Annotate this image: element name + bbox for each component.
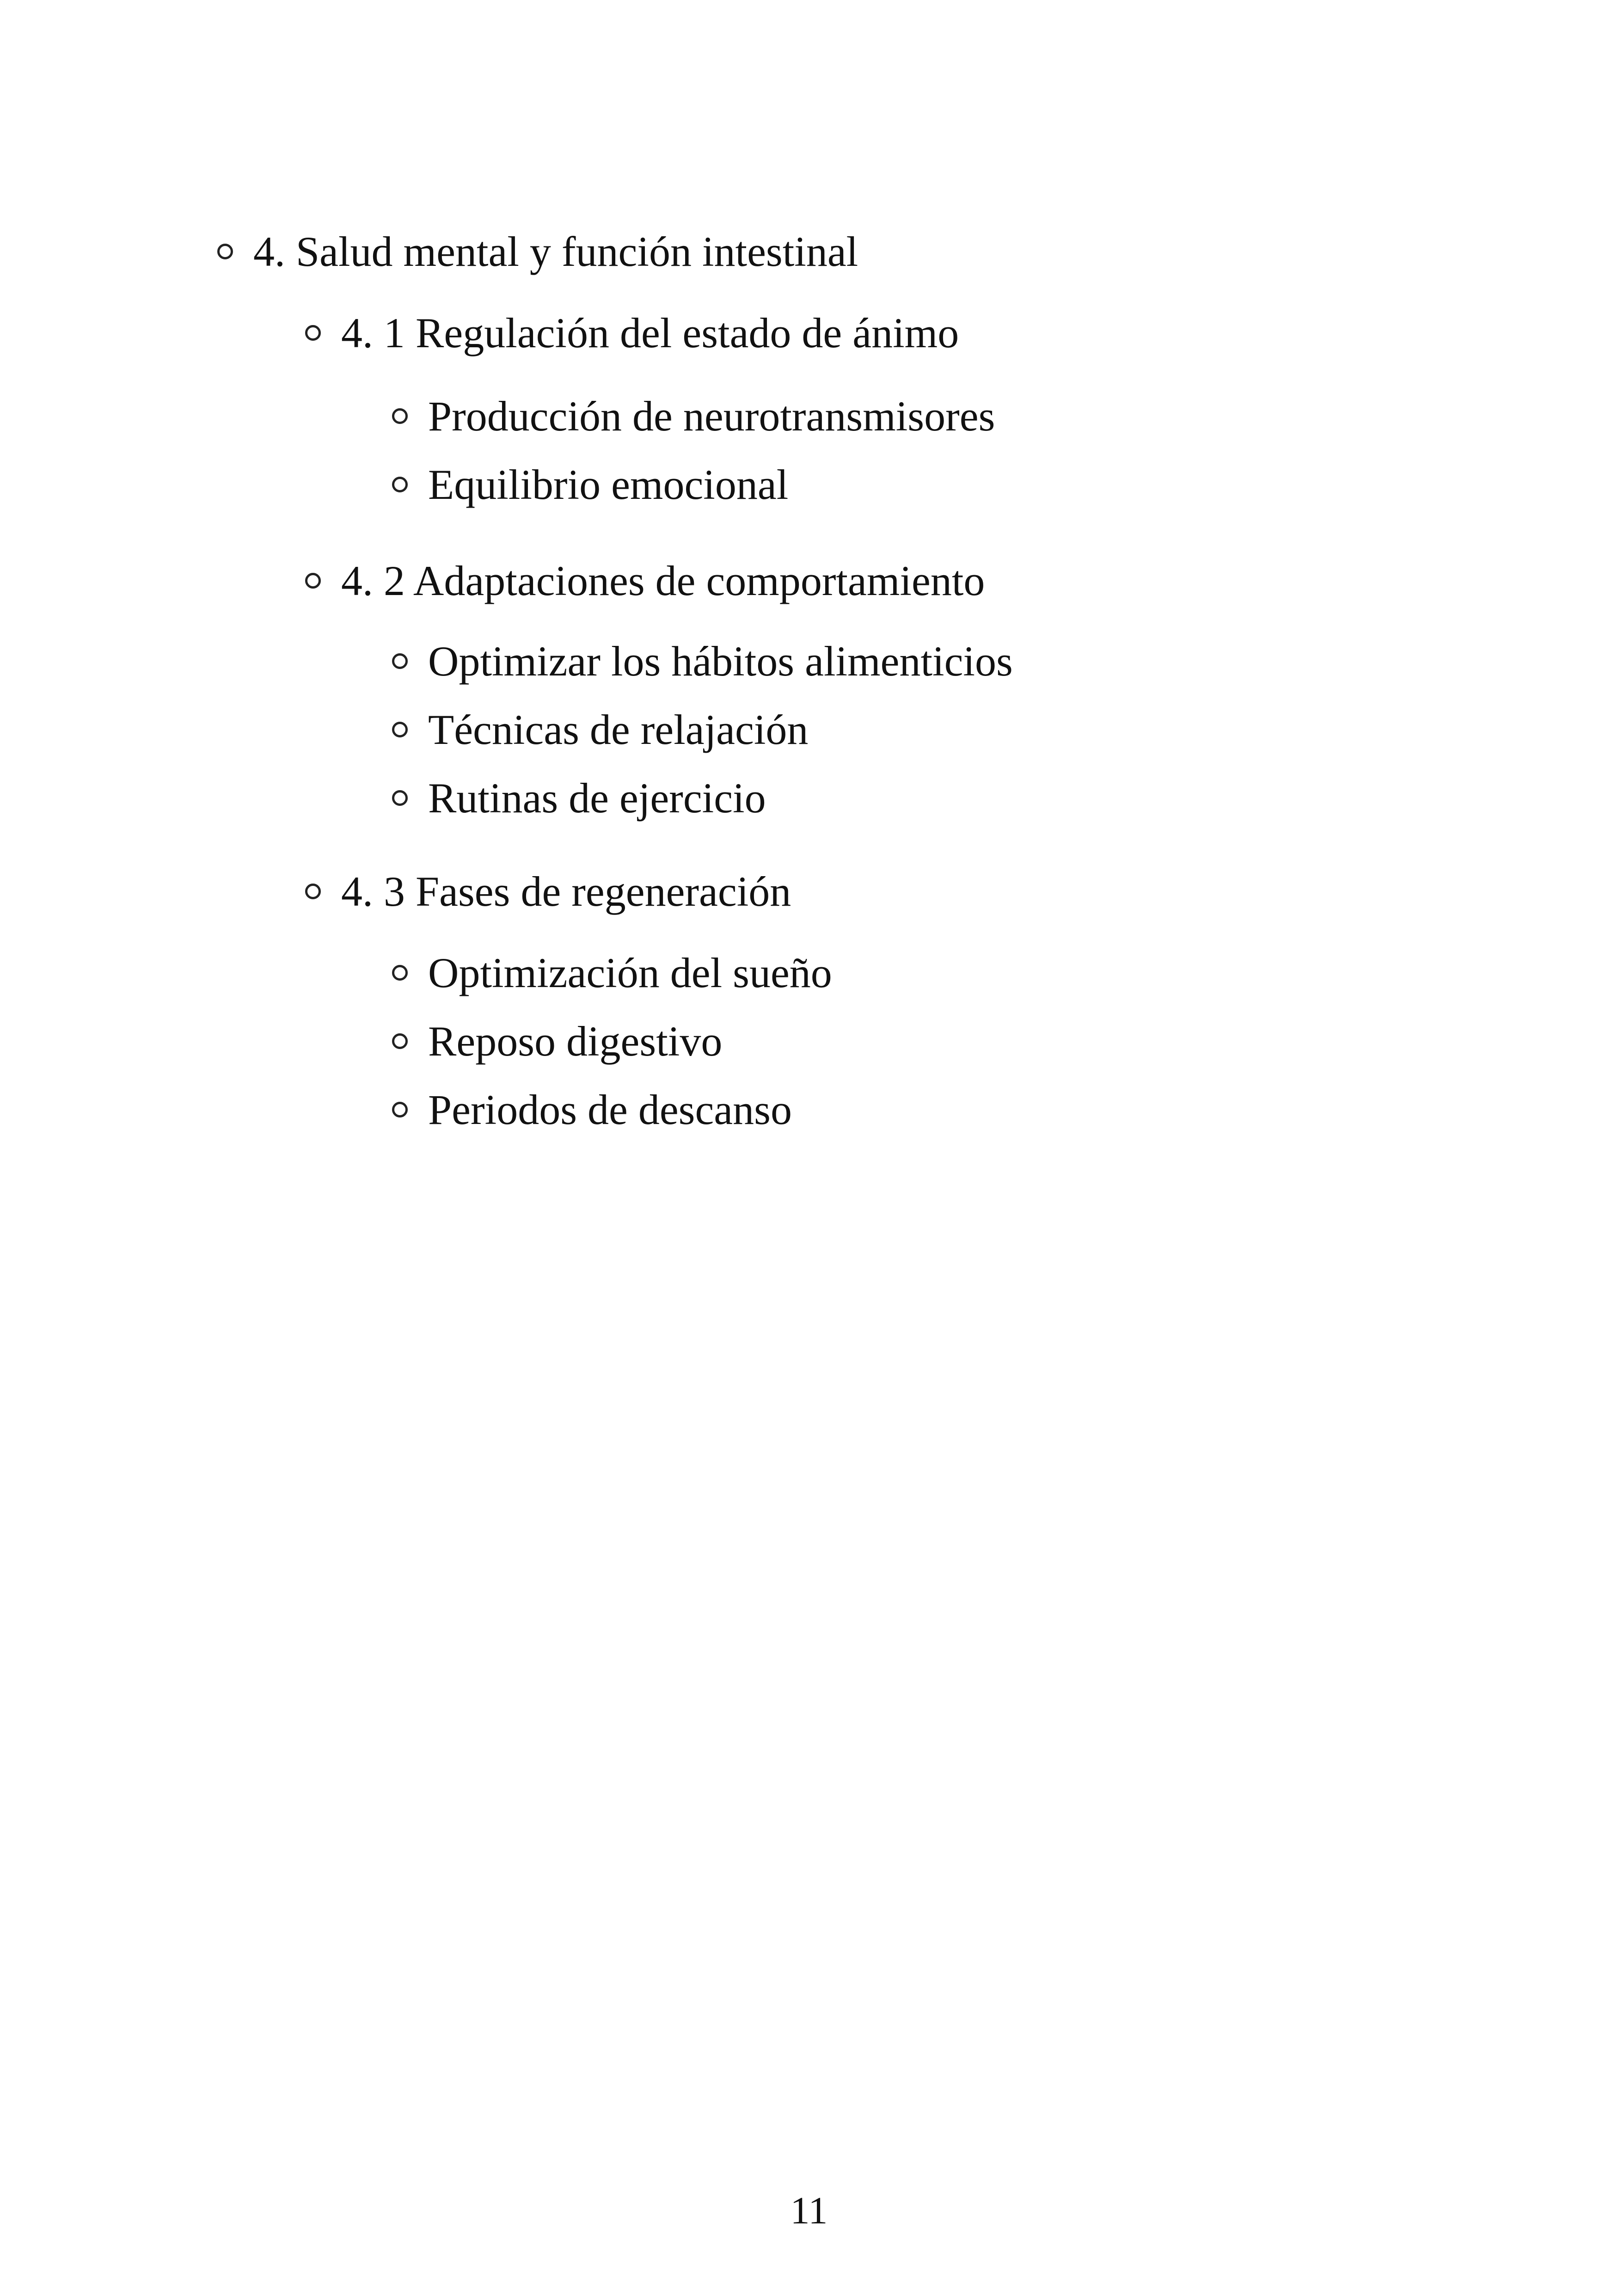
- hollow-circle-bullet-icon: [217, 244, 233, 259]
- outline-item: [392, 774, 766, 822]
- outline-item: [392, 463, 788, 506]
- hollow-circle-bullet-icon: [305, 884, 321, 899]
- item-text: Optimización del sueño: [428, 949, 832, 996]
- hollow-circle-bullet-icon: [392, 653, 408, 669]
- hollow-circle-bullet-icon: [305, 325, 321, 341]
- outline-item: [392, 393, 995, 440]
- outline-section: [217, 230, 858, 273]
- hollow-circle-bullet-icon: [392, 722, 408, 737]
- hollow-circle-bullet-icon: [392, 790, 408, 806]
- item-text: Reposo digestivo: [428, 1018, 723, 1065]
- section-title: 4. Salud mental y función intestinal: [253, 228, 858, 275]
- item-text: Optimizar los hábitos alimenticios: [428, 638, 1013, 685]
- outline-item: [392, 1018, 723, 1065]
- hollow-circle-bullet-icon: [392, 965, 408, 981]
- hollow-circle-bullet-icon: [392, 1102, 408, 1117]
- outline-item: [392, 1088, 792, 1131]
- item-text: Periodos de descanso: [428, 1086, 792, 1133]
- hollow-circle-bullet-icon: [392, 1033, 408, 1049]
- item-text: Equilibrio emocional: [428, 461, 789, 508]
- outline-item: [392, 638, 1013, 685]
- item-text: Producción de neurotransmisores: [428, 393, 995, 440]
- item-text: Técnicas de relajación: [428, 706, 809, 753]
- hollow-circle-bullet-icon: [392, 408, 408, 424]
- subsection-title: 4. 2 Adaptaciones de comportamiento: [341, 557, 985, 604]
- hollow-circle-bullet-icon: [305, 573, 321, 589]
- outline-subsection: [305, 309, 959, 356]
- outline-subsection: [305, 870, 791, 913]
- outline-item: [392, 949, 832, 996]
- page-number: 11: [790, 2189, 828, 2232]
- item-text: Rutinas de ejercicio: [428, 774, 766, 822]
- subsection-title: 4. 3 Fases de regeneración: [341, 868, 791, 915]
- outline-item: [392, 708, 808, 751]
- subsection-title: 4. 1 Regulación del estado de ánimo: [341, 309, 959, 356]
- hollow-circle-bullet-icon: [392, 477, 408, 492]
- outline-subsection: [305, 559, 985, 602]
